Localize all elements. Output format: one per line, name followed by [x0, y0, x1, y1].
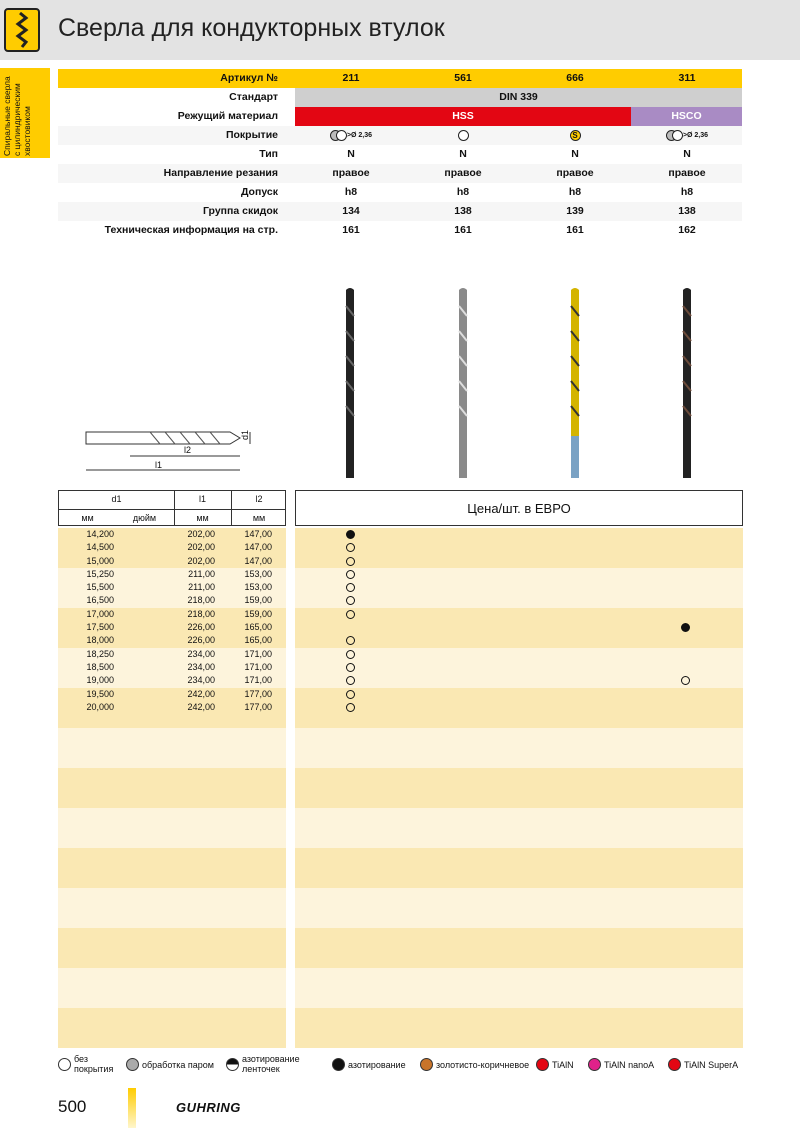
table-row: [58, 634, 743, 647]
cell-l2: 171,00: [244, 675, 272, 686]
legend: без покрытия обработка паром азотирование ленточек азотирование золотисто-коричневое TiAlN TiAlN nanoA TiAlN SuperA: [58, 1054, 758, 1076]
table-row: [58, 648, 743, 661]
cell-l2: 177,00: [244, 688, 272, 699]
spec-row-techinfo: [58, 221, 742, 240]
spec-value: N: [347, 148, 355, 160]
cell-l1: 218,00: [187, 608, 215, 619]
unit-mm: мм: [81, 513, 94, 523]
table-row: [58, 701, 743, 714]
spec-table: [58, 69, 742, 240]
table-row: [58, 541, 743, 554]
page-title: Сверла для кондукторных втулок: [58, 14, 445, 42]
col-l1: l1: [198, 494, 206, 504]
cell-l2: 171,00: [244, 648, 272, 659]
spec-label: Группа скидок: [203, 205, 278, 217]
cell-d1: 20,000: [86, 701, 114, 712]
availability-open-icon: [346, 650, 355, 659]
no-coating-icon: [58, 1058, 71, 1071]
availability-open-icon: [346, 690, 355, 699]
tialn-nano-icon: [588, 1058, 601, 1071]
spec-label: Направление резания: [163, 167, 278, 179]
cell-l1: 211,00: [188, 568, 215, 579]
spec-value: 138: [678, 205, 696, 217]
cell-l2: 147,00: [244, 555, 272, 566]
cell-l2: 171,00: [244, 661, 272, 672]
cell-l1: 211,00: [188, 582, 215, 593]
availability-open-icon: [346, 543, 355, 552]
article-561: 561: [454, 72, 472, 84]
cell-l2: 159,00: [244, 595, 272, 606]
unit-inch: дюйм: [132, 513, 157, 523]
drill-logo-icon: [4, 8, 40, 52]
article-666: 666: [566, 72, 584, 84]
cell-l1: 202,00: [187, 542, 215, 553]
dimension-table-header: [58, 490, 286, 526]
cell-d1: 15,500: [86, 582, 114, 593]
material-hss: HSS: [295, 107, 631, 126]
coating-none-icon: [407, 126, 519, 145]
spec-row-discount: [58, 202, 742, 221]
article-311: 311: [678, 72, 696, 84]
spec-value: 162: [678, 224, 696, 236]
cell-l1: 234,00: [187, 648, 215, 659]
col-l2: l2: [255, 494, 263, 504]
spec-value: 134: [342, 205, 360, 217]
cell-l2: 177,00: [244, 701, 272, 712]
page-header: [0, 0, 800, 60]
spec-value: 161: [566, 224, 584, 236]
steam-icon: [126, 1058, 139, 1071]
table-row: [58, 555, 743, 568]
cell-d1: 16,500: [86, 595, 114, 606]
page-number: 500: [58, 1097, 87, 1116]
spec-value: правое: [332, 167, 370, 179]
cell-d1: 18,000: [86, 635, 114, 646]
footer-accent: [128, 1088, 136, 1128]
spec-row-type: [58, 145, 742, 164]
coating-steam-icon: >Ø 2,36: [631, 126, 743, 145]
cell-l2: 147,00: [244, 542, 272, 553]
material-hsco: HSCO: [631, 107, 742, 126]
cell-l1: 234,00: [187, 661, 215, 672]
availability-open-icon: [346, 636, 355, 645]
spec-value: 138: [454, 205, 472, 217]
cell-l2: 147,00: [244, 529, 272, 539]
price-header: Цена/шт. в ЕВРО: [295, 490, 743, 526]
spec-value: 161: [342, 224, 360, 236]
spec-row-coating: [58, 126, 742, 145]
spec-label: Тип: [259, 148, 278, 160]
cell-d1: 19,000: [86, 675, 114, 686]
spec-label: Стандарт: [229, 91, 278, 103]
cell-d1: 17,000: [86, 608, 114, 619]
cell-d1: 14,500: [86, 542, 114, 553]
spec-value: правое: [668, 167, 706, 179]
cell-l1: 202,00: [187, 529, 215, 539]
cell-d1: 18,250: [86, 648, 114, 659]
availability-open-icon: [346, 596, 355, 605]
table-row: [58, 674, 743, 687]
section-tab-label: Спиральные сверла с цилиндрическим хвостовиком: [2, 76, 32, 156]
spec-value: N: [683, 148, 691, 160]
spec-value: h8: [344, 186, 358, 198]
spec-label: Артикул №: [220, 72, 278, 84]
spec-row-article: [58, 69, 742, 88]
availability-open-icon: [346, 583, 355, 592]
cell-d1: 19,500: [86, 688, 114, 699]
cell-l2: 159,00: [244, 608, 272, 619]
drill-image-561: [451, 286, 475, 482]
table-row: [58, 528, 743, 541]
brand-logo: GUHRING: [176, 1100, 241, 1115]
dimension-table-body: [58, 528, 743, 714]
unit-mm: мм: [252, 513, 266, 523]
cell-l2: 153,00: [244, 568, 272, 579]
spec-value: N: [459, 148, 467, 160]
table-row: [58, 581, 743, 594]
table-row: [58, 661, 743, 674]
cell-d1: 15,000: [86, 555, 114, 566]
drill-image-666: [563, 286, 587, 482]
coating-gold-icon: S: [519, 126, 631, 145]
unit-mm: мм: [196, 513, 209, 523]
availability-open-icon: [346, 557, 355, 566]
cell-d1: 17,500: [86, 622, 114, 633]
spec-label: Покрытие: [225, 129, 278, 141]
cell-d1: 14,200: [86, 529, 114, 539]
spec-value: правое: [556, 167, 594, 179]
cell-l1: 218,00: [187, 595, 215, 606]
table-row: [58, 621, 743, 634]
col-d1: d1: [111, 494, 122, 504]
table-row: [58, 594, 743, 607]
availability-open-icon: [346, 610, 355, 619]
cell-l2: 165,00: [244, 622, 272, 633]
gold-icon: [420, 1058, 433, 1071]
cell-l1: 242,00: [187, 688, 215, 699]
cell-l1: 226,00: [187, 622, 215, 633]
article-211: 211: [342, 72, 360, 84]
tialn-icon: [536, 1058, 549, 1071]
spec-row-material: [58, 107, 742, 126]
spec-label: Техническая информация на стр.: [104, 224, 278, 236]
spec-value: 161: [454, 224, 472, 236]
cell-l1: 242,00: [187, 701, 215, 712]
cell-l1: 202,00: [187, 555, 215, 566]
section-tab: [0, 68, 50, 158]
cell-d1: 18,500: [86, 661, 114, 672]
spec-value: 139: [566, 205, 584, 217]
spec-row-tolerance: [58, 183, 742, 202]
availability-open-icon: [346, 703, 355, 712]
spec-value: h8: [680, 186, 694, 198]
dim-l1-label: l1: [155, 460, 163, 470]
availability-filled-icon: [681, 623, 690, 632]
spec-label: Допуск: [240, 186, 278, 198]
cell-d1: 15,250: [86, 568, 114, 579]
cell-l1: 226,00: [187, 635, 215, 646]
drill-image-311: [675, 286, 699, 482]
table-row: [58, 608, 743, 621]
dim-d1-label: d1: [240, 429, 251, 441]
cell-l2: 153,00: [244, 582, 272, 593]
availability-open-icon: [346, 570, 355, 579]
spec-value: h8: [456, 186, 470, 198]
spec-value: h8: [568, 186, 582, 198]
standard-value: DIN 339: [295, 88, 742, 107]
availability-open-icon: [346, 676, 355, 685]
dimension-diagram: [80, 420, 260, 480]
spec-row-standard: [58, 88, 742, 107]
table-row: [58, 688, 743, 701]
half-nitr-icon: [226, 1058, 239, 1071]
nitr-icon: [332, 1058, 345, 1071]
availability-open-icon: [346, 663, 355, 672]
drill-image-211: [338, 286, 362, 482]
availability-filled-icon: [346, 530, 355, 539]
spec-value: N: [571, 148, 579, 160]
spec-label: Режущий материал: [177, 110, 278, 122]
availability-open-icon: [681, 676, 690, 685]
table-row: [58, 568, 743, 581]
spec-row-direction: [58, 164, 742, 183]
dim-l2-label: l2: [184, 445, 192, 455]
cell-l1: 234,00: [187, 675, 215, 686]
coating-steam-icon: >Ø 2,36: [295, 126, 407, 145]
tialn-super-icon: [668, 1058, 681, 1071]
cell-l2: 165,00: [244, 635, 272, 646]
spec-value: правое: [444, 167, 482, 179]
